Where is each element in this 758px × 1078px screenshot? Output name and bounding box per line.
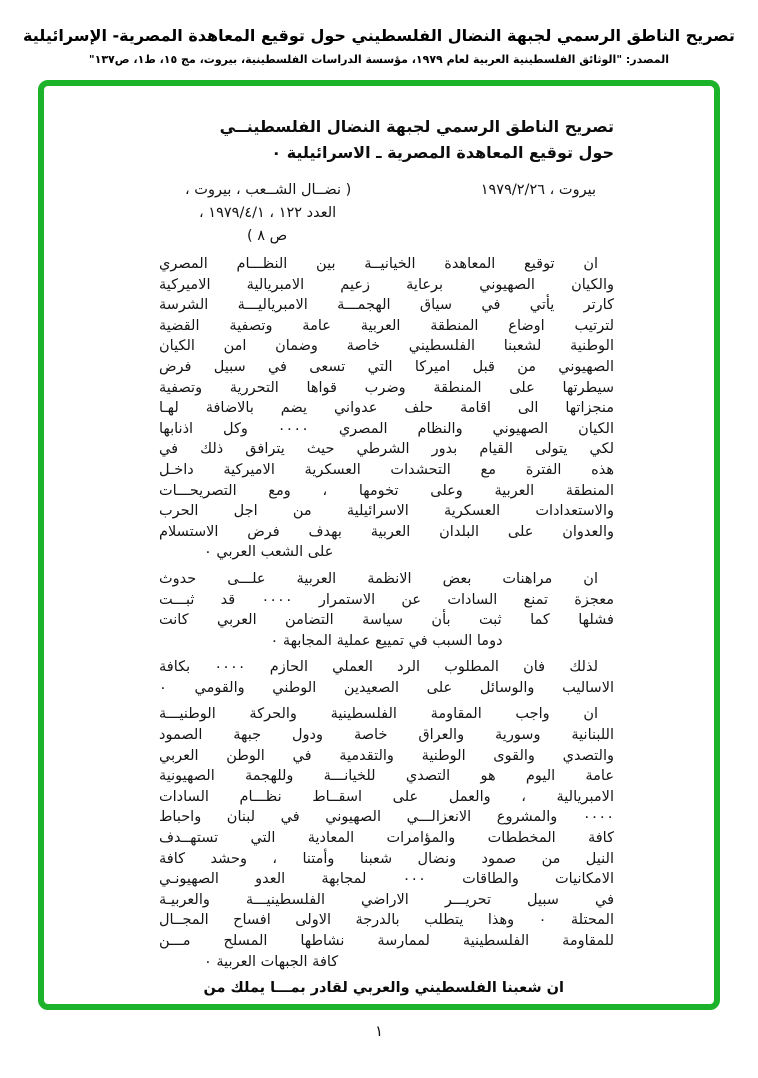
- header-title: تصريح الناطق الرسمي لجبهة النضال الفلسطيني حول توقيع المعاهدة المصرية- الإسرائيلية: [23, 26, 735, 45]
- text-line: ٠٠٠٠ والمشروع الانعزالـــي الصهيوني في لبنان واحباط: [159, 809, 614, 826]
- text-line: الصهيوني من قبل اميركا التي تسعى في سبيل فرض: [159, 358, 614, 375]
- paragraph: [159, 569, 614, 651]
- header-source-citation: المصدر: "الوثائق الفلسطينية العربية لعام ١٩٧٩، مؤسسة الدراسات الفلسطينية، بيروت، مج ١٥، ط١، ص١٣٧": [88, 53, 670, 66]
- text-line: دوما السبب في تمييع عملية المجابهة ٠: [270, 632, 503, 649]
- page-number: ١: [374, 1022, 384, 1040]
- paragraph: [159, 657, 614, 698]
- paragraph: [159, 704, 614, 972]
- text-line: ان مراهنات بعض الانظمة العربية علـــى حدوث: [159, 570, 598, 587]
- text-line: في سبيل تحريـــر الاراضي الفلسطينيـــة والعربيـة: [159, 891, 614, 908]
- document-title-line-1: تصريح الناطق الرسمي لجبهة النضال الفلسطينــي: [219, 117, 614, 136]
- text-line: كارتر يأتي في سياق الهجمـــة الامبرياليـــة الشرسة: [159, 297, 614, 314]
- text-line: هذه الفترة مع التحشدات العسكرية الاميركية داخـل: [159, 461, 614, 478]
- text-line: ان شعبنا الفلسطيني والعربي لقادر بمـــا يملك من: [203, 980, 564, 997]
- document-title: [159, 114, 614, 166]
- text-line: كافة الجبهات العربية ٠: [204, 953, 339, 970]
- text-line: والعدوان على البلدان العربية بهدف فرض الاستسلام: [159, 523, 614, 540]
- text-line: لذلك فان المطلوب الرد العملي الحازم ٠٠٠٠ بكافة: [159, 659, 598, 676]
- text-line: الامبريالية ، والعمل على اسقــاط نظـــام السادات: [159, 788, 614, 805]
- paragraph: [159, 978, 614, 999]
- text-line: معجزة تمنع السادات عن الاستمرار ٠٠٠٠ قد ثبـــت: [159, 591, 615, 608]
- text-line: والاستعدادات العسكرية الاسرائيلية من اجل الحرب: [159, 503, 614, 520]
- citation-line-1: ( نضــال الشــعب ، بيروت ،: [185, 182, 352, 198]
- citation-line-2: العدد ١٢٢ ، ١٩٧٩/٤/١ ،: [199, 205, 337, 221]
- text-line: الكيان الصهيوني والنظام المصري ٠٠٠٠ وكل اذنابها: [159, 420, 614, 437]
- text-line: للمقاومة الفلسطينية لممارسة نشاطها المسلح مـــن: [159, 933, 614, 949]
- citation-line-3: ص ٨ ): [247, 228, 288, 244]
- text-line: كافة المخططات والمؤامرات المعادية التي تستهــدف: [159, 830, 614, 847]
- text-line: والتصدي والقوى الوطنية والتقدمية في الوطن العربي: [159, 747, 614, 764]
- text-line: سيطرتها على المنطقة وضرب قواها التحررية وتصفية: [159, 379, 614, 396]
- text-line: المحتلة ٠ وهذا يتطلب بالدرجة الاولى افساح المجــال: [159, 912, 615, 929]
- text-line: اللبنانية وسورية والعراق خاصة ودول جبهة الصمود: [159, 727, 614, 744]
- text-line: فشلها كما ثبت بأن سياسة التضامن العربي كانت: [159, 612, 614, 629]
- text-line: والكيان الصهيوني برعاية زعيم الامبريالية الاميركية: [159, 276, 614, 293]
- text-line: عامة اليوم هو التصدي للخيانـــة وللهجمة الصهيونية: [159, 768, 614, 785]
- text-line: الوطنية لشعبنا الفلسطيني خاصة وضمان امن الكيان: [159, 338, 614, 355]
- text-line: النيل من صمود ونضال شعبنا وأمتنا ، وحشد كافة: [159, 850, 614, 867]
- dateline: بيروت ، ١٩٧٩/٢/٢٦: [480, 182, 596, 198]
- text-line: الاساليب والوسائل على الصعيدين الوطني والقومي ٠: [159, 679, 614, 696]
- text-line: على الشعب العربي ٠: [204, 544, 334, 561]
- document-title-line-2: حول توقيع المعاهدة المصرية ـ الاسرائيلية ٠: [271, 143, 614, 162]
- text-line: المنطقة العربية وعلى تخومها ، ومع التصريحـــات: [159, 482, 614, 499]
- document-body: [159, 254, 614, 999]
- document-frame: [38, 80, 720, 1010]
- paragraph: [159, 254, 614, 563]
- text-line: ان واجب المقاومة الفلسطينية والحركة الوطنيـــة: [159, 706, 598, 723]
- dateline-row: [159, 179, 614, 202]
- text-line: لترتيب اوضاع المنطقة العربية عامة وتصفية القضية: [159, 317, 614, 334]
- page-footer: [0, 1022, 758, 1040]
- text-line: منجزاتها الى اقامة حلف عدواني يضم بالاضافة لهـا: [159, 400, 614, 417]
- page-header: [0, 0, 758, 66]
- text-line: الامكانيات والطاقات ٠٠٠ لمجابهة العدو الصهيونـي: [159, 871, 614, 888]
- text-line: ان توقيع المعاهدة الخيانيــة بين النظـــام المصري: [159, 256, 598, 272]
- text-line: لكي يتولى القيام بدور الشرطي حيث يترافق ذلك في: [159, 441, 614, 458]
